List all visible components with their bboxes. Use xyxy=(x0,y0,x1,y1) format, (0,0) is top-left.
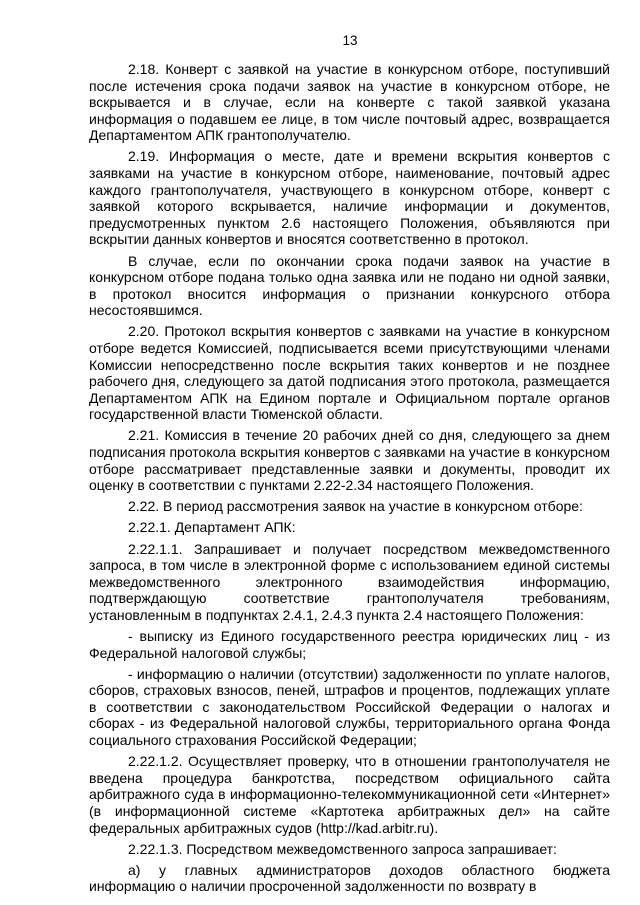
paragraph-2-22-1: 2.22.1. Департамент АПК: xyxy=(128,519,296,536)
list-item-a-overdue-debt: а) у главных администраторов доходов областного бюджета информацию о наличии просроченной задолженности по возврату в xyxy=(89,861,610,895)
list-item-egrul-extract: - выписку из Единого государственного реестра юридических лиц - из Федеральной налоговой службы; xyxy=(89,628,610,661)
paragraph-2-18: 2.18. Конверт с заявкой на участие в конкурсном отборе, поступивший после истечения срока подачи заявок на участие в конкурсном отборе, не вскрывается и в случае, если на конверте с такой заявкой указана информация о подавшем ее лице, в том числе почтовый адрес, возвращается Департаментом АПК грантополучателю. xyxy=(89,61,610,144)
paragraph-2-22-1-1: 2.22.1.1. Запрашивает и получает посредством межведомственного запроса, в том числе в электронной форме с использованием единой системы межведомственного электронного взаимодействия информацию, подтверждающую соответствие грантополучателя требованиям, установленным в подпунктах 2.4.1, 2.4.3 пункта 2.4 настоящего Положения: xyxy=(89,540,610,623)
document-body xyxy=(89,61,610,895)
paragraph-2-22-1-2: 2.22.1.2. Осуществляет проверку, что в отношении грантополучателя не введена процедура банкротства, посредством официального сайта арбитражного суда в информационно-телекоммуникационной сети «Интернет» (в информационной системе «Картотека арбитражных дел» на сайте федеральных арбитражных судов (http://kad.arbitr.ru). xyxy=(89,753,610,836)
paragraph-2-22-1-3: 2.22.1.3. Посредством межведомственного запроса запрашивает: xyxy=(128,840,557,857)
list-item-tax-debt-info: - информацию о наличии (отсутствии) задолженности по уплате налогов, сборов, страховых взносов, пеней, штрафов и процентов, подлежащих уплате в соответствии с законодательством Российской Федерации о налогах и сборах - из Федеральной налоговой службы, территориального органа Фонда социального страхования Российской Федерации; xyxy=(89,665,610,749)
paragraph-2-21: 2.21. Комиссия в течение 20 рабочих дней со дня, следующего за днем подписания протокола вскрытия конвертов с заявками на участие в конкурсном отборе рассматривает представленные заявки и документы, проводит их оценку в соответствии с пунктами 2.22-2.34 настоящего Положения. xyxy=(89,427,610,494)
page-number: 13 xyxy=(342,33,358,48)
paragraph-2-19-no-bids: В случае, если по окончании срока подачи заявок на участие в конкурсном отборе подана только одна заявка или не подано ни одной заявки, в протокол вносится информация о признании конкурсного отбора несостоявшимся. xyxy=(89,252,610,319)
paragraph-2-22: 2.22. В период рассмотрения заявок на участие в конкурсном отборе: xyxy=(128,498,583,515)
paragraph-2-20: 2.20. Протокол вскрытия конвертов с заявками на участие в конкурсном отборе ведется Комиссией, подписывается всеми присутствующими членами Комиссии непосредственно после вскрытия таких конвертов и не позднее рабочего дня, следующего за датой подписания этого протокола, размещается Департаментом АПК на Едином портале и Официальном портале органов государственной власти Тюменской области. xyxy=(89,323,610,423)
paragraph-2-19: 2.19. Информация о месте, дате и времени вскрытия конвертов с заявками на участие в конкурсном отборе, наименование, почтовый адрес каждого грантополучателя, участвующего в конкурсном отборе, конверт с заявкой которого вскрывается, наличие информации и документов, предусмотренных пунктом 2.6 настоящего Положения, объявляются при вскрытии данных конвертов и вносятся соответственно в протокол. xyxy=(89,148,610,248)
